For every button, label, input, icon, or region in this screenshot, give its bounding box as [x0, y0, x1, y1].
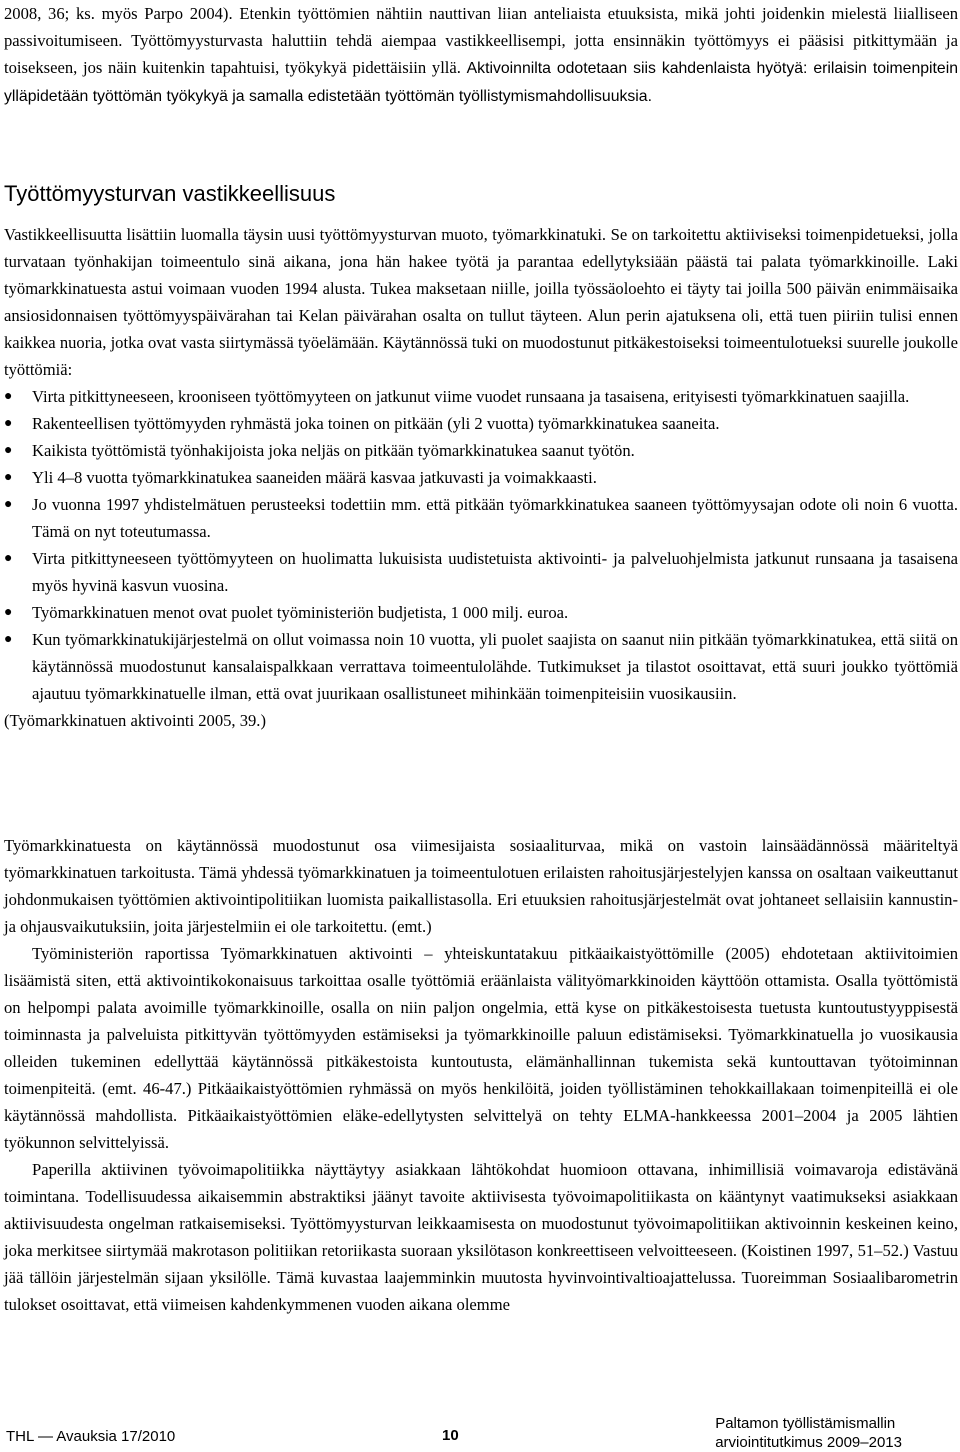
footer-title-line-1: Paltamon työllistämismallin [715, 1415, 896, 1432]
page-number: 10 [442, 1427, 459, 1444]
body-paragraphs [4, 832, 958, 1318]
bullet-icon: ● [4, 605, 13, 620]
list-item: ● Virta pitkittyneeseen, krooniseen työttömyyteen on jatkunut viime vuodet runsaana ja tasaisena, erityisesti työmarkkinatuen saajilla. [4, 383, 958, 410]
intro-serif-text: 2008, 36; ks. myös Parpo 2004). Etenkin työttömien nähtiin nauttivan liian anteliaista etuuksista, mikä johti joidenkin mielestä liialliseen passivoitumiseen. Työttömyysturvasta haluttiin tehdä aiempaa vastikkeellisempi, jotta ensinnäkin työttömyys ei pääsisi pitkittymään ja toisekseen, jos näin kuitenkin tapahtuisi, työkykyä pidettäisiin yllä. [4, 4, 958, 77]
citation: (Työmarkkinatuen aktivointi 2005, 39.) [4, 711, 266, 730]
bullet-icon: ● [4, 443, 13, 458]
footer-publication: THL — Avauksia 17/2010 [6, 1428, 176, 1445]
bullet-list [4, 383, 958, 707]
bullet-icon: ● [4, 497, 13, 512]
body-paragraph: Työmarkkinatuesta on käytännössä muodostunut osa viimesijaista sosiaaliturvaa, mikä on vastoin lainsäädännössä määriteltyä työmarkkinatuen tarkoitusta. Tämä yhdessä työmarkkinatuen ja toimeentulotuen erilaisten rahoitusjärjestelyjen kanssa on osaltaan vaikeuttanut johdonmukaisen työttömien aktivointipolitiikan luomista paikallistasolla. Eri etuuksien rahoitusjärjestelmät ovat johtaneet sellaisiin kannustin- ja ohjausvaikutuksiin, joita järjestelmiin ei ole tarkoitettu. (emt.) [4, 836, 958, 936]
list-item: ● Kun työmarkkinatukijärjestelmä on ollut voimassa noin 10 vuotta, yli puolet saajista on saanut niin pitkään työmarkkinatukea, että siitä on käytännössä muodostunut kansalaispalkkaan verrattava toimeentulolähde. Tutkimukset ja tilastot osoittavat, että suuri joukko työttömiä ajautuu työmarkkinatuelle ilman, että ovat juurikaan osallistuneet mihinkään toimenpiteisiin vuosikausiin. [4, 626, 958, 707]
section-paragraph: Vastikkeellisuutta lisättiin luomalla täysin uusi työttömyysturvan muoto, työmarkkinatuki. Se on tarkoitettu aktiiviseksi toimenpidetueksi, jolla turvataan työnhakijan toimeentulo sinä aikana, jona hän hakee työtä ja parantaa edellytyksiään päästä tai palata työmarkkinoille. Laki työmarkkinatuesta astui voimaan vuoden 1994 alusta. Tukea maksetaan niille, joilla työssäoloehto ei täyty tai joilla 500 päivän enimmäisaika ansiosidonnaisen työttömyyspäivärahan tai Kelan päivärahan osalta on tullut täyteen. Alun perin ajatuksena oli, että tuen piiriin tulisi ennen kaikkea nuoria, jotka ovat vasta siirtymässä työelämään. Käytännössä tuki on muodostunut pitkäkestoiseksi toimeentulotueksi suurelle joukolle työttömiä: [4, 225, 958, 379]
bullet-icon: ● [4, 632, 13, 647]
list-item: ● Yli 4–8 vuotta työmarkkinatukea saaneiden määrä kasvaa jatkuvasti ja voimakkaasti. [4, 464, 958, 491]
list-item: ● Työmarkkinatuen menot ovat puolet työministeriön budjetista, 1 000 milj. euroa. [4, 599, 958, 626]
footer-title-line-2: arviointitutkimus 2009–2013 [715, 1434, 902, 1451]
page-footer [0, 1415, 960, 1451]
list-item: ● Jo vuonna 1997 yhdistelmätuen perusteeksi todettiin mm. että pitkään työmarkkinatukea saaneen työttömyysajan odote oli noin 6 vuotta. Tämä on nyt toteutumassa. [4, 491, 958, 545]
intro-paragraph [4, 0, 958, 110]
body-paragraph: Työministeriön raportissa Työmarkkinatuen aktivointi – yhteiskuntatakuu pitkäaikaistyöttömille (2005) ehdotetaan aktiivitoimien lisäämistä siten, että aktivointikokonaisuus tarkoittaa osalle työttömiä eräänlaista välityömarkkinoiden käyttöön ottamista. Osalla työttömistä on helpompi palata avoimille työmarkkinoille, osalla on niin paljon ongelmia, että kyse on pitkäkestoisesta tuetusta kuntoutustyyppisestä toiminnasta ja palveluista pitkittyvän työttömyyden estämiseksi ja työmarkkinoille paluun edistämiseksi. Työmarkkinatuella jo vuosikausia olleiden tukeminen edellyttää käytännössä pitkäkestoista kuntoutusta, elämänhallinnan tukemista sekä kuntouttavan työtoiminnan toimenpiteitä. (emt. 46-47.) Pitkäaikaistyöttömien ryhmässä on myös henkilöitä, joiden työllistäminen tehokkaillakaan toimenpiteillä ei ole käytännössä mahdollista. Pitkäaikaistyöttömien eläke-edellytysten selvittelyä on tehty ELMA-hankkeessa 2001–2004 ja 2005 lähtien työkunnon selvittelyissä. [4, 944, 958, 1152]
list-item: ● Rakenteellisen työttömyyden ryhmästä joka toinen on pitkään (yli 2 vuotta) työmarkkinatukea saaneita. [4, 410, 958, 437]
section-body [4, 221, 958, 734]
bullet-icon: ● [4, 551, 13, 566]
body-paragraph: Paperilla aktiivinen työvoimapolitiikka näyttäytyy asiakkaan lähtökohdat huomioon ottavana, inhimillisiä voimavaroja edistävänä toimintana. Todellisuudessa aikaisemmin abstraktiksi jäänyt tavoite aktiivisesta työvoimapolitiikasta on kääntynyt vaatimukseksi asiakkaan aktiivisuudesta ongelman ratkaisemiseksi. Työttömyysturvan leikkaamisesta on muodostunut työvoimapolitiikan aktivoinnin keskeinen keino, joka merkitsee siirtymää makrotason politiikan retoriikasta suoraan yksilötason konkreettiseen velvoitteeseen. (Koistinen 1997, 51–52.) Vastuu jää tällöin järjestelmän sijaan yksilölle. Tämä kuvastaa laajemminkin muutosta hyvinvointivaltioajattelussa. Tuoreimman Sosiaalibarometrin tulokset osoittavat, että viimeisen kahdenkymmenen vuoden aikana olemme [4, 1160, 958, 1314]
section-heading: Työttömyysturvan vastikkeellisuus [4, 181, 336, 206]
bullet-icon: ● [4, 416, 13, 431]
list-item: ● Virta pitkittyneeseen työttömyyteen on huolimatta lukuisista uudistetuista aktivointi- ja palveluohjelmista jatkunut runsaana ja tasaisena myös hyvinä kasvun vuosina. [4, 545, 958, 599]
bullet-icon: ● [4, 470, 13, 485]
list-item: ● Kaikista työttömistä työnhakijoista joka neljäs on pitkään työmarkkinatukea saanut työtön. [4, 437, 958, 464]
intro-sans-text: Aktivoinnilta odotetaan siis kahdenlaista hyötyä: erilaisin toimenpitein ylläpidetään työttömän työkykyä ja samalla edistetään työttömän työllistymismahdollisuuksia. [4, 60, 958, 105]
footer-report-title [715, 1414, 902, 1452]
bullet-icon: ● [4, 389, 13, 404]
